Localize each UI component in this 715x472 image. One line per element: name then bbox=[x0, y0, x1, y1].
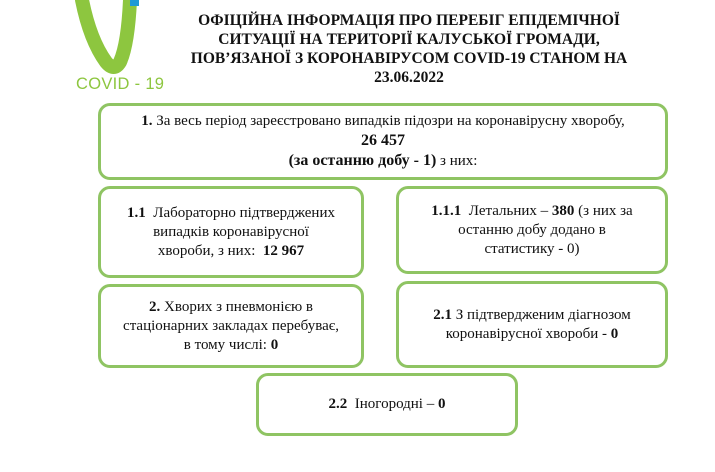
lab-confirmed-box bbox=[98, 186, 364, 278]
non-residents-label: Іногородні – bbox=[354, 396, 435, 412]
confirmed-diagnosis-value: 0 bbox=[610, 325, 619, 342]
item-number: 1.1.1 bbox=[431, 202, 462, 219]
last-day-cases: (за останню добу - 1) bbox=[288, 152, 437, 169]
item-number: 2.1 bbox=[433, 306, 452, 323]
total-suspected-cases-box bbox=[98, 103, 668, 180]
item-number: 1.1 bbox=[127, 204, 146, 221]
non-residents-box bbox=[256, 373, 518, 436]
total-suspected-value: 26 457 bbox=[361, 132, 405, 149]
title-line-1: ОФІЦІЙНА ІНФОРМАЦІЯ ПРО ПЕРЕБІГ ЕПІДЕМІЧНОЇ bbox=[198, 12, 620, 29]
deaths-text-1: (з них за bbox=[578, 202, 633, 219]
item-number: 2. bbox=[149, 298, 161, 315]
title-line-2: СИТУАЦІЇ НА ТЕРИТОРІЇ КАЛУСЬКОЇ ГРОМАДИ, bbox=[218, 31, 600, 48]
confirmed-diagnosis-text-1: З підтвердженим діагнозом bbox=[455, 306, 631, 323]
item-number: 1. bbox=[141, 113, 153, 129]
deaths-text-3: статистику - 0) bbox=[484, 240, 580, 257]
of-them-text: з них: bbox=[440, 153, 478, 169]
pneumonia-text-2: стаціонарних закладах перебуває, bbox=[123, 317, 339, 334]
page-title bbox=[170, 11, 648, 87]
title-line-3: ПОВ’ЯЗАНОЇ З КОРОНАВІРУСОМ COVID-19 СТАНОМ НА bbox=[190, 50, 628, 67]
lab-confirmed-text-2: випадків коронавірусної bbox=[153, 223, 309, 240]
lab-confirmed-text-1: Лабораторно підтверджених bbox=[153, 204, 335, 221]
lab-confirmed-text-3: хвороби, з них: bbox=[157, 242, 256, 259]
item-number: 2.2 bbox=[328, 396, 348, 412]
non-residents-value: 0 bbox=[437, 396, 446, 412]
pneumonia-text-1: Хворих з пневмонією в bbox=[164, 298, 313, 315]
confirmed-diagnosis-box bbox=[396, 281, 668, 368]
pneumonia-text-3: в тому числі: bbox=[183, 336, 267, 353]
virus-check-icon bbox=[68, 0, 168, 78]
pneumonia-inpatients-box bbox=[98, 284, 364, 368]
report-date: 23.06.2022 bbox=[374, 69, 444, 86]
lab-confirmed-value: 12 967 bbox=[262, 242, 305, 259]
logo-caption: COVID - 19 bbox=[76, 75, 165, 93]
deaths-label: Летальних – bbox=[468, 202, 549, 219]
total-suspected-text: За весь період зареєстровано випадків підозри на коронавірусну хворобу, bbox=[156, 113, 625, 129]
deaths-text-2: останню добу додано в bbox=[458, 221, 606, 238]
pneumonia-value: 0 bbox=[270, 336, 279, 353]
blue-dot-icon bbox=[130, 0, 139, 6]
confirmed-diagnosis-text-2: коронавірусної хвороби - bbox=[445, 325, 607, 342]
deaths-box bbox=[396, 186, 668, 274]
covid-logo bbox=[68, 0, 168, 100]
deaths-value: 380 bbox=[551, 202, 575, 219]
